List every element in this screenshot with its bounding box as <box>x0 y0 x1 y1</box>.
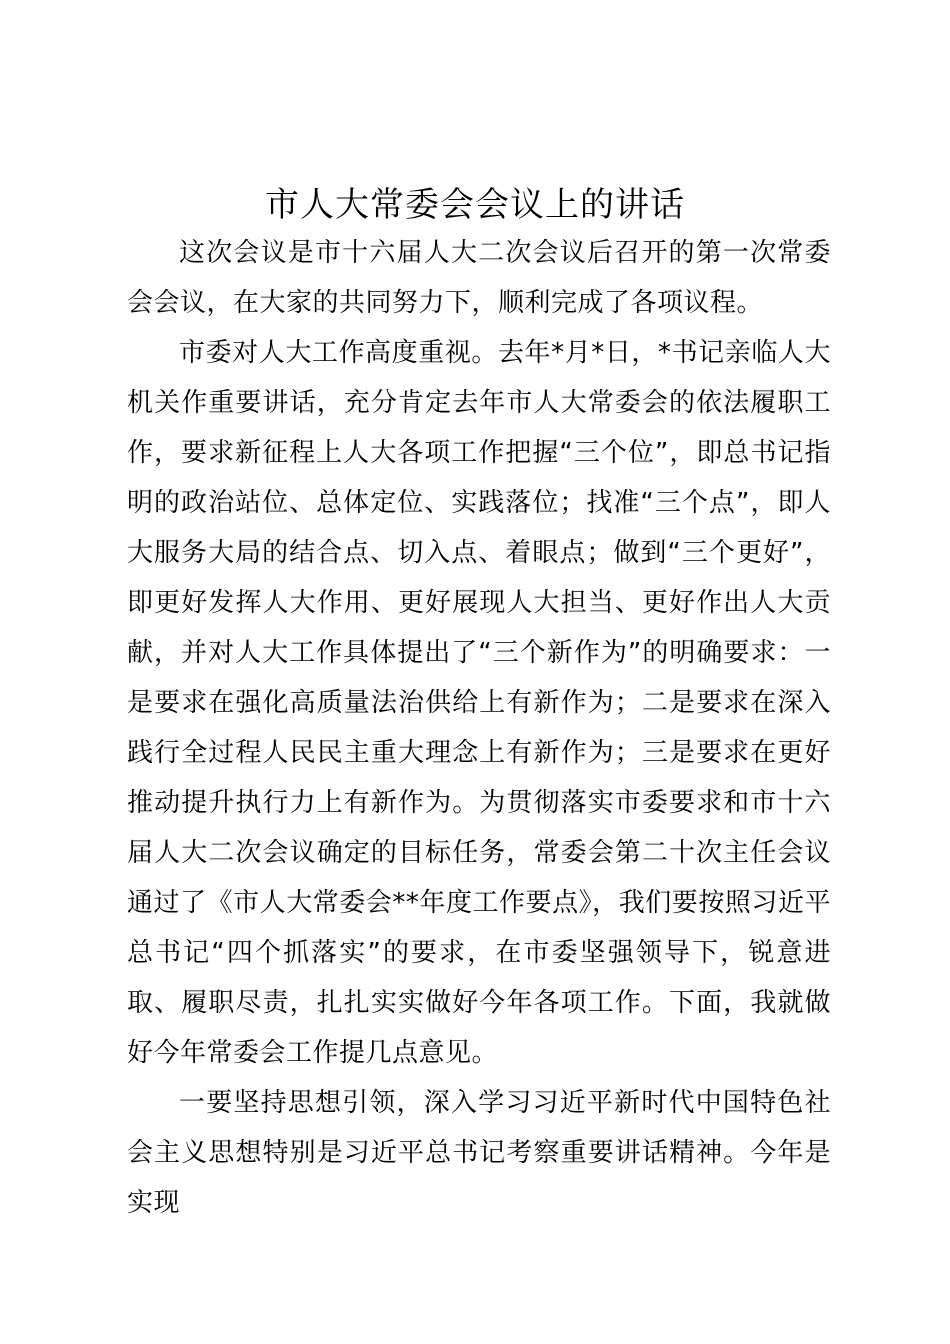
paragraph-2: 市委对人大工作高度重视。去年*月*日，*书记亲临人大机关作重要讲话，充分肯定去年市人大常委会的依法履职工作，要求新征程上人大各项工作把握“三个位”，即总书记指明的政治站位、总体定位、实践落位；找准“三个点”，即人大服务大局的结合点、切入点、着眼点；做到“三个更好”，即更好发挥人大作用、更好展现人大担当、更好作出人大贡献，并对人大工作具体提出了“三个新作为”的明确要求：一是要求在强化高质量法治供给上有新作为；二是要求在深入践行全过程人民民主重大理念上有新作为；三是要求在更好推动提升执行力上有新作为。为贯彻落实市委要求和市十六届人大二次会议确定的目标任务，常委会第二十次主任会议通过了《市人大常委会**年度工作要点》，我们要按照习近平总书记“四个抓落实”的要求，在市委坚强领导下，锐意进取、履职尽责，扎扎实实做好今年各项工作。下面，我就做好今年常委会工作提几点意见。 <box>127 338 831 1068</box>
document-body <box>127 228 831 1228</box>
paragraph-3: 一要坚持思想引领，深入学习习近平新时代中国特色社会主义思想特别是习近平总书记考察重要讲话精神。今年是实现 <box>127 1088 831 1218</box>
paragraph-1: 这次会议是市十六届人大二次会议后召开的第一次常委会会议，在大家的共同努力下，顺利完成了各项议程。 <box>127 238 831 318</box>
document-title: 市人大常委会会议上的讲话 <box>265 185 685 225</box>
